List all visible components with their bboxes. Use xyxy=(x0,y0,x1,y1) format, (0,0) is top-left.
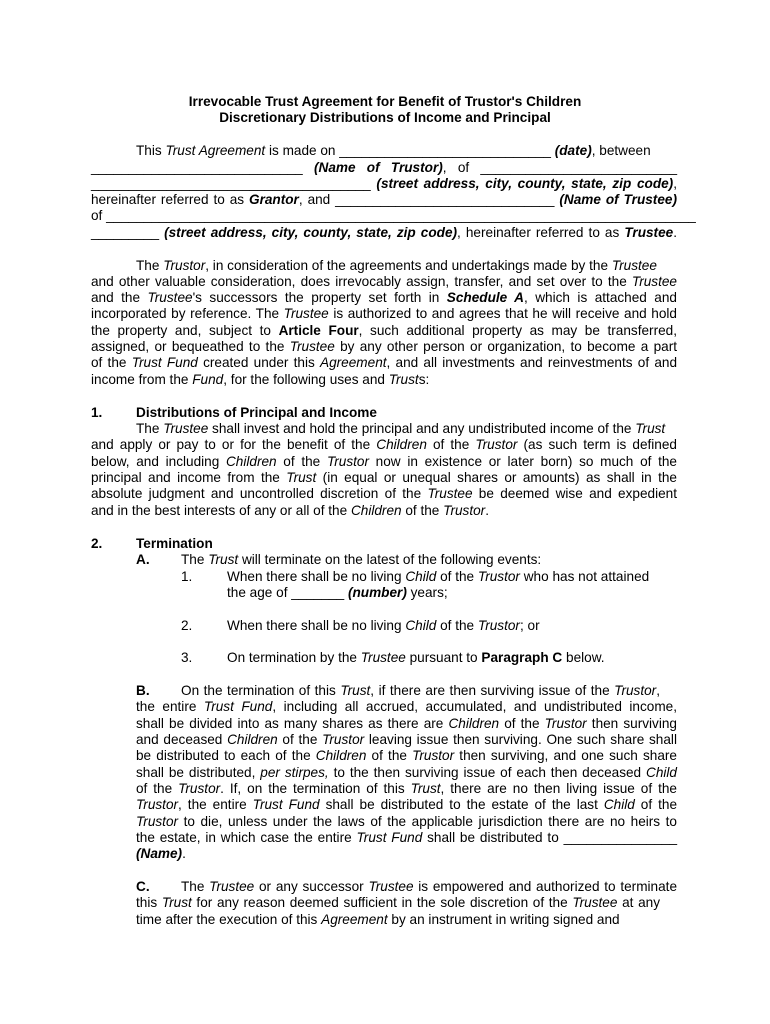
paragraph-b-line xyxy=(136,814,677,830)
text-run: Children xyxy=(448,716,500,731)
list-item-number: 2. xyxy=(181,618,193,633)
text-run: of the xyxy=(366,748,413,763)
text-run: to the then surviving issue of each then deceased xyxy=(328,765,647,780)
text-run: (street address, city, county, state, zip code) xyxy=(164,225,458,240)
text-run: (as such term is defined xyxy=(517,437,677,452)
intro-line xyxy=(136,143,651,159)
text-run: is authorized to and agrees that he will receive and hold xyxy=(328,306,677,321)
text-run: shall invest and hold the principal and any undistributed income of the xyxy=(208,421,636,436)
text-run: Trust Fund xyxy=(131,355,198,370)
text-run: of the xyxy=(276,454,327,469)
text-run: . If, on the termination of this xyxy=(220,781,411,796)
text-run: below, and including xyxy=(91,454,226,469)
text-run: then surviving xyxy=(586,716,677,731)
text-run: , which is attached and xyxy=(524,290,677,305)
text-run: Trustor xyxy=(136,814,179,829)
text-run: Grantor xyxy=(249,192,299,207)
text-run: On the termination of this xyxy=(181,683,341,698)
text-run: On termination by the xyxy=(227,650,361,665)
text-run: Trust xyxy=(340,683,371,698)
text-run: Children xyxy=(315,748,367,763)
document-subtitle: Discretionary Distributions of Income and Principal xyxy=(219,110,551,125)
text-run: Trustor xyxy=(412,748,455,763)
paragraph-b-label: B. xyxy=(136,683,150,698)
text-run: assigned, or bequeathed to the xyxy=(91,339,290,354)
section-2-heading: Termination xyxy=(136,536,213,551)
section-1-heading: Distributions of Principal and Income xyxy=(136,405,377,420)
intro-line xyxy=(91,192,677,208)
text-run: . xyxy=(485,503,489,518)
text-run: to die, unless under the laws of the applicable jurisdiction there are no heirs to xyxy=(178,814,677,829)
text-run: , there are no then living issue of the xyxy=(440,781,677,796)
text-run: at any xyxy=(617,895,660,910)
text-run: The xyxy=(181,879,210,894)
text-run: Trustee xyxy=(631,274,677,289)
recital-line xyxy=(91,372,677,388)
paragraph-c-line xyxy=(136,912,620,928)
text-run: and apply or pay to or for the benefit of the xyxy=(91,437,377,452)
text-run: Trustee xyxy=(360,650,406,665)
text-run: shall be distributed to the estate of the last xyxy=(319,797,604,812)
text-run: _____________________________________ xyxy=(91,176,377,191)
text-run: Trustee xyxy=(209,879,255,894)
text-run: years; xyxy=(406,585,448,600)
text-run: below. xyxy=(562,650,605,665)
paragraph-b-line xyxy=(136,765,677,781)
text-run: s: xyxy=(418,372,430,387)
text-run: of the xyxy=(91,355,132,370)
text-run: Trustee xyxy=(427,486,473,501)
text-run: absolute judgment and uncontrolled discretion of the xyxy=(91,486,428,501)
recital-line xyxy=(91,274,677,290)
text-run: Agreement xyxy=(321,912,388,927)
text-run: Children xyxy=(350,503,402,518)
text-run: Child xyxy=(405,569,437,584)
paragraph-c-line xyxy=(136,895,660,911)
text-run: The xyxy=(136,258,164,273)
recital-line xyxy=(91,323,677,339)
paragraph-b-line xyxy=(136,846,186,862)
paragraph-b-line xyxy=(136,781,677,797)
text-run: Trustor xyxy=(322,732,365,747)
paragraph-b-line xyxy=(136,830,677,846)
text-run: Trust xyxy=(388,372,419,387)
paragraph-a-line xyxy=(181,552,541,568)
section-1-line xyxy=(136,421,677,437)
paragraph-b-line xyxy=(136,699,677,715)
text-run: Children xyxy=(376,437,427,452)
text-run: or any successor xyxy=(254,879,369,894)
text-run: The xyxy=(181,552,209,567)
paragraph-a-label: A. xyxy=(136,552,150,567)
text-run: now in existence or later born) so much of the xyxy=(368,454,677,469)
text-run: , and _____________________________ xyxy=(298,192,560,207)
text-run: , if there are then surviving issue of the xyxy=(370,683,615,698)
text-run: Trust xyxy=(161,895,192,910)
text-run: Schedule A xyxy=(446,290,524,305)
paragraph-b-line xyxy=(136,716,677,732)
text-run: , of __________________________ xyxy=(442,160,677,175)
section-1-number: 1. xyxy=(91,405,103,420)
text-run: of the xyxy=(634,797,678,812)
text-run: Trust Agreement xyxy=(165,143,266,158)
text-run: Trustee xyxy=(368,879,414,894)
text-run: Trust xyxy=(410,781,441,796)
text-run: Child xyxy=(603,797,635,812)
text-run: Trustee xyxy=(283,306,329,321)
text-run: will terminate on the latest of the following events: xyxy=(238,552,542,567)
text-run: of the xyxy=(426,437,476,452)
text-run: then surviving, and one such share xyxy=(454,748,677,763)
text-run: by any other person or organization, to become a part xyxy=(334,339,677,354)
list-item-number: 3. xyxy=(181,650,193,665)
text-run: (street address, city, county, state, zip code) xyxy=(376,176,674,191)
text-run: incorporated by reference. The xyxy=(91,306,284,321)
text-run: , hereinafter referred to as xyxy=(457,225,625,240)
text-run: . xyxy=(182,846,186,861)
text-run: , xyxy=(656,683,660,698)
text-run: Trustor xyxy=(477,618,520,633)
text-run: , for the following uses and xyxy=(223,372,389,387)
paragraph-b-line xyxy=(136,732,677,748)
section-1-line xyxy=(91,454,677,470)
text-run: the entire xyxy=(136,699,204,714)
text-run: this xyxy=(136,895,162,910)
text-run: , including all accrued, accumulated, and undistributed income, xyxy=(272,699,677,714)
text-run: who has not attained xyxy=(519,569,650,584)
text-run: of the xyxy=(277,732,323,747)
recital-line xyxy=(91,339,677,355)
text-run: When there shall be no living xyxy=(227,618,406,633)
list-item-line xyxy=(227,650,605,666)
text-run: This xyxy=(136,143,166,158)
recital-line xyxy=(91,355,677,371)
text-run: Trustor xyxy=(443,503,486,518)
text-run: Trustee xyxy=(611,258,657,273)
text-run: (in equal or unequal shares or amounts) as shall in the xyxy=(316,470,677,485)
text-run: and in the best interests of any or all of the xyxy=(91,503,351,518)
text-run: shall be divided into as many shares as there are xyxy=(136,716,449,731)
text-run: principal and income from the xyxy=(91,470,287,485)
section-1-line xyxy=(91,486,677,502)
text-run: Trustor xyxy=(178,781,221,796)
text-run: Children xyxy=(227,732,278,747)
paragraph-b-line xyxy=(181,683,660,699)
text-run: Trust xyxy=(286,470,317,485)
intro-line xyxy=(91,160,677,176)
text-run: pursuant to xyxy=(405,650,482,665)
text-run: time after the execution of this xyxy=(136,912,322,927)
list-item-line xyxy=(227,618,540,634)
text-run: Trustor xyxy=(163,258,206,273)
text-run: (date) xyxy=(554,143,592,158)
text-run: (Name of Trustor) xyxy=(313,160,443,175)
text-run: of the xyxy=(401,503,444,518)
section-1-line xyxy=(91,503,677,519)
text-run: Child xyxy=(405,618,437,633)
text-run: Trustor xyxy=(544,716,587,731)
text-run: is empowered and authorized to terminate xyxy=(413,879,677,894)
text-run: Trustee xyxy=(572,895,618,910)
list-item-line xyxy=(227,585,448,601)
text-run: Trustor xyxy=(475,437,518,452)
text-run: shall be distributed to _______________ xyxy=(422,830,678,845)
recital-line xyxy=(91,290,677,306)
text-run: ____________________________ xyxy=(91,160,314,175)
text-run: Trust Fund xyxy=(356,830,423,845)
text-run: (Name of Trustee) xyxy=(559,192,677,207)
text-run: Agreement xyxy=(320,355,387,370)
text-run: be distributed to each of the xyxy=(136,748,316,763)
text-run: Article Four xyxy=(278,323,359,338)
text-run: Trust xyxy=(208,552,239,567)
text-run: Trust Fund xyxy=(252,797,320,812)
text-run: Trust xyxy=(635,421,666,436)
text-run: for any reason deemed sufficient in the sole discretion of the xyxy=(191,895,573,910)
text-run: The xyxy=(136,421,164,436)
text-run: Trustee xyxy=(147,290,193,305)
paragraph-c-line xyxy=(181,879,677,895)
document-title: Irrevocable Trust Agreement for Benefit of Trustor's Children xyxy=(188,94,582,109)
paragraph-c-label: C. xyxy=(136,879,150,894)
text-run: of the xyxy=(136,781,179,796)
text-run: , between xyxy=(591,143,651,158)
text-run: created under this xyxy=(197,355,321,370)
text-run: by an instrument in writing signed and xyxy=(387,912,620,927)
text-run: ; or xyxy=(519,618,540,633)
intro-line xyxy=(91,225,677,241)
text-run: , in consideration of the agreements and undertakings made by the xyxy=(205,258,612,273)
text-run: , the entire xyxy=(178,797,253,812)
text-run: Trustee xyxy=(163,421,209,436)
text-run: Trustor xyxy=(136,797,179,812)
text-run: (number) xyxy=(347,585,407,600)
intro-line xyxy=(91,208,696,224)
text-run: , and all investments and reinvestments of and xyxy=(386,355,678,370)
text-run: be deemed wise and expedient xyxy=(472,486,677,501)
text-run: is made on ____________________________ xyxy=(265,143,555,158)
section-1-line xyxy=(91,470,677,486)
text-run: leaving issue then surviving. One such share shall xyxy=(364,732,677,747)
text-run: _________ xyxy=(91,225,165,240)
text-run: Trustor xyxy=(614,683,657,698)
paragraph-b-line xyxy=(136,797,677,813)
text-run: 's successors the property set forth in xyxy=(192,290,447,305)
text-run: and other valuable consideration, does irrevocably assign, transfer, and set over to the xyxy=(91,274,632,289)
text-run: Trustor xyxy=(477,569,520,584)
text-run: of ______________________________________________________________________________ xyxy=(91,208,696,223)
text-run: and the xyxy=(91,290,148,305)
text-run: the estate, in which case the entire xyxy=(136,830,357,845)
text-run: income from the xyxy=(91,372,193,387)
text-run: (Name) xyxy=(136,846,183,861)
list-item-number: 1. xyxy=(181,569,193,584)
recital-line xyxy=(136,258,677,274)
text-run: of the xyxy=(436,569,478,584)
text-run: the age of _______ xyxy=(227,585,348,600)
text-run: Trustee xyxy=(289,339,335,354)
text-run: the property and, subject to xyxy=(91,323,279,338)
section-1-line xyxy=(91,437,677,453)
text-run: of the xyxy=(499,716,545,731)
text-run: per stirpes, xyxy=(260,765,329,780)
text-run: shall be distributed, xyxy=(136,765,261,780)
text-run: Trust Fund xyxy=(203,699,273,714)
text-run: . xyxy=(673,225,677,240)
text-run: and deceased xyxy=(136,732,228,747)
text-run: Paragraph C xyxy=(481,650,563,665)
text-run: Trustor xyxy=(326,454,369,469)
text-run: Fund xyxy=(192,372,224,387)
intro-line xyxy=(91,176,677,192)
text-run: Children xyxy=(225,454,277,469)
text-run: When there shall be no living xyxy=(227,569,406,584)
paragraph-b-line xyxy=(136,748,677,764)
text-run: of the xyxy=(436,618,478,633)
list-item-line xyxy=(227,569,649,585)
text-run: hereinafter referred to as xyxy=(91,192,249,207)
text-run: Child xyxy=(646,765,677,780)
recital-line xyxy=(91,306,677,322)
text-run: , xyxy=(673,176,677,191)
text-run: , such additional property as may be transferred, xyxy=(358,323,677,338)
text-run: Trustee xyxy=(624,225,674,240)
section-2-number: 2. xyxy=(91,536,103,551)
